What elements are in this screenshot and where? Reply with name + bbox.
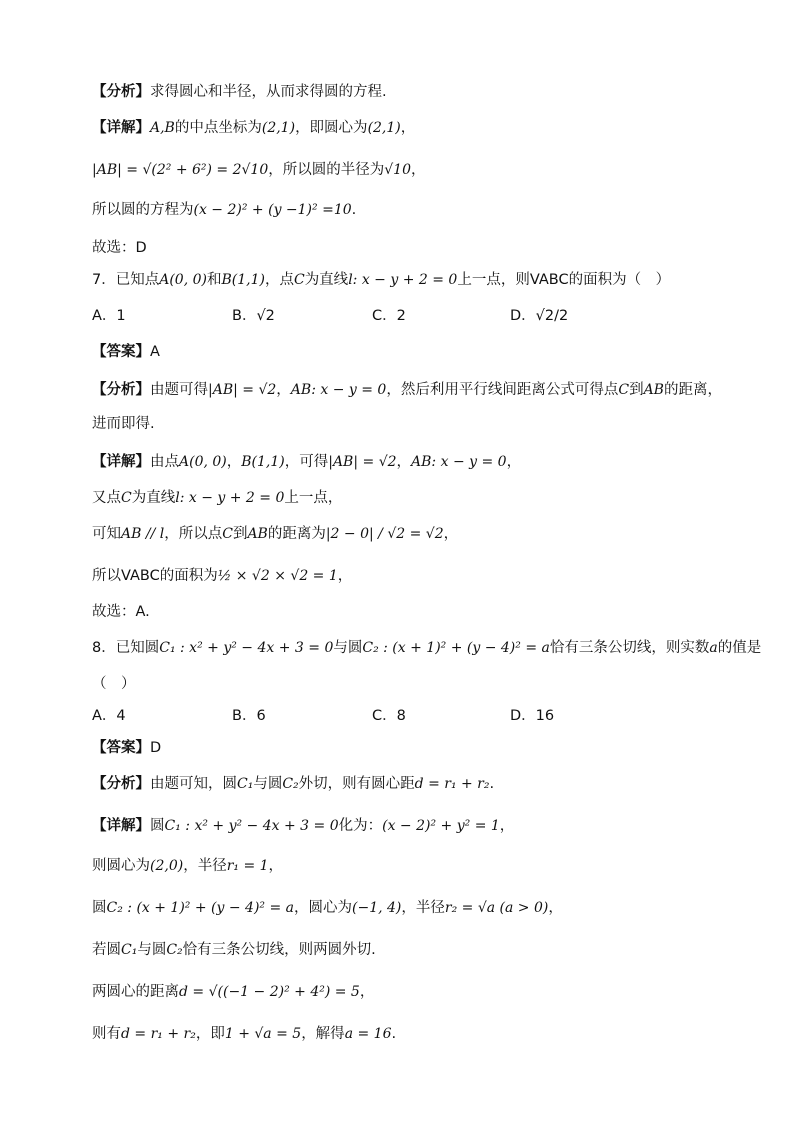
q7-option-c: C．2 [372,308,406,324]
q7-analysis: 【分析】由题可得|AB| = √2，AB: x − y = 0，然后利用平行线间距离公式可得点C到AB的距离， [92,382,722,398]
q8-option-a: A．4 [92,708,126,724]
analysis-tag: 【分析】 [92,84,150,100]
line-1-analysis: 【分析】求得圆心和半径，从而求得圆的方程. [92,84,387,100]
q7-choice: 故选：A. [92,604,150,620]
line-5-choice: 故选：D [92,240,147,256]
q8-answer: 【答案】D [92,740,162,756]
q7-line-2: 又点C为直线l: x − y + 2 = 0上一点， [92,490,343,506]
q8-option-b: B．6 [232,708,266,724]
q7-answer: 【答案】A [92,344,160,360]
q8-analysis: 【分析】由题可知，圆C₁与圆C₂外切，则有圆心距d = r₁ + r₂. [92,776,495,792]
q7-analysis-cont: 进而即得. [92,416,155,432]
q8-option-d: D．16 [510,708,555,724]
q7-option-d: D．√2/2 [510,308,569,324]
q7-line-3: 可知AB // l，所以点C到AB的距离为|2 − 0| / √2 = √2， [92,526,459,542]
q8-line-5: 两圆心的距离d = √((−1 − 2)² + 4²) = 5， [92,984,375,1000]
answer-tag: 【答案】 [92,344,150,360]
line-3: |AB| = √(2² + 6²) = 2√10，所以圆的半径为√10， [92,162,426,178]
q7-line-4: 所以VABC的面积为½ × √2 × √2 = 1， [92,568,353,584]
line-2-solution: 【详解】A,B的中点坐标为(2,1)，即圆心为(2,1)， [92,120,416,136]
solution-tag: 【详解】 [92,120,150,136]
q7-option-b: B．√2 [232,308,275,324]
question-8: 8．已知圆C₁ : x² + y² − 4x + 3 = 0与圆C₂ : (x + 1)² + (y − 4)² = a恰有三条公切线，则实数a的值是 [92,640,762,656]
q8-line-4: 若圆C₁与圆C₂恰有三条公切线，则两圆外切. [92,942,376,958]
q7-solution: 【详解】由点A(0, 0)，B(1,1)，可得|AB| = √2，AB: x − y = 0， [92,454,522,470]
q8-line-2: 则圆心为(2,0)，半径r₁ = 1， [92,858,284,874]
question-7: 7．已知点A(0, 0)和B(1,1)，点C为直线l: x − y + 2 = 0上一点，则VABC的面积为（ ） [92,272,671,288]
q8-option-c: C．8 [372,708,406,724]
q8-line-3: 圆C₂ : (x + 1)² + (y − 4)² = a，圆心为(−1, 4)，半径r₂ = √a (a > 0)， [92,900,563,916]
q7-option-a: A．1 [92,308,126,324]
q8-line-6: 则有d = r₁ + r₂，即1 + √a = 5，解得a = 16. [92,1026,397,1042]
line-4: 所以圆的方程为(x − 2)² + (y −1)² =10. [92,202,357,218]
q8-solution: 【详解】圆C₁ : x² + y² − 4x + 3 = 0化为：(x − 2)² + y² = 1， [92,818,515,834]
question-8-brackets: （ ） [92,676,136,692]
